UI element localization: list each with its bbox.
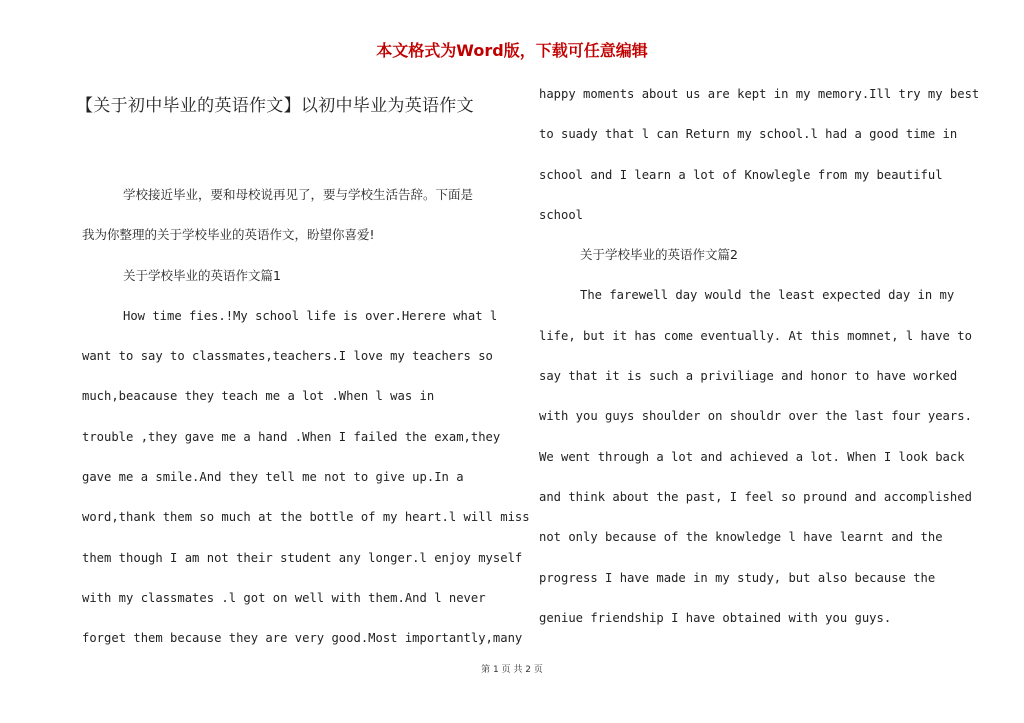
left-column [82,185,530,669]
text-line: with my classmates .l got on well with them.And l never [82,590,486,605]
section-heading-1: 关于学校毕业的英语作文篇1 [123,267,281,283]
text-line: life, but it has come eventually. At this momnet, l have to [539,328,972,343]
text-line: school and I learn a lot of Knowlegle from my beautiful [539,167,943,182]
text-line: say that it is such a priviliage and honor to have worked [539,369,958,384]
text-line: 学校接近毕业，要和母校说再见了，要与学校生活告辞。下面是 [123,187,474,202]
text-line: geniue friendship I have obtained with you guys. [539,610,892,625]
text-line: much,beacause they teach me a lot .When l was in [82,389,435,404]
right-column [539,84,980,648]
text-line: with you guys shoulder on shouldr over the last four years. [539,409,972,424]
text-line: word,thank them so much at the bottle of my heart.l will miss [82,510,530,525]
text-line: We went through a lot and achieved a lot. When I look back [539,449,965,464]
text-line: 我为你整理的关于学校毕业的英语作文，盼望你喜爱! [82,227,375,243]
text-line: The farewell day would the least expected day in my [580,288,955,303]
text-line: want to say to classmates,teachers.I love my teachers so [82,349,493,364]
text-line: How time fies.!My school life is over.Herere what l [123,308,498,323]
page-number-footer: 第 1 页 共 2 页 [481,665,543,675]
text-line: happy moments about us are kept in my memory.Ill try my best [539,87,980,101]
section-heading-2: 关于学校毕业的英语作文篇2 [580,247,738,263]
text-line: forget them because they are very good.Most importantly,many [82,631,523,646]
text-line: them though I am not their student any longer.l enjoy myself [82,550,523,565]
text-line: not only because of the knowledge l have learnt and the [539,530,943,545]
format-notice-banner: 本文格式为Word版，下载可任意编辑 [376,41,648,60]
text-line: progress I have made in my study, but also because the [539,570,936,585]
text-line: to suady that l can Return my school.l had a good time in [539,127,958,142]
text-line: gave me a smile.And they tell me not to give up.In a [82,470,464,485]
text-line: and think about the past, I feel so pround and accomplished [539,489,972,504]
text-line: trouble ,they gave me a hand .When I failed the exam,they [82,429,501,444]
document-title: 【关于初中毕业的英语作文】以初中毕业为英语作文 [76,96,474,116]
text-line: school [539,207,584,222]
